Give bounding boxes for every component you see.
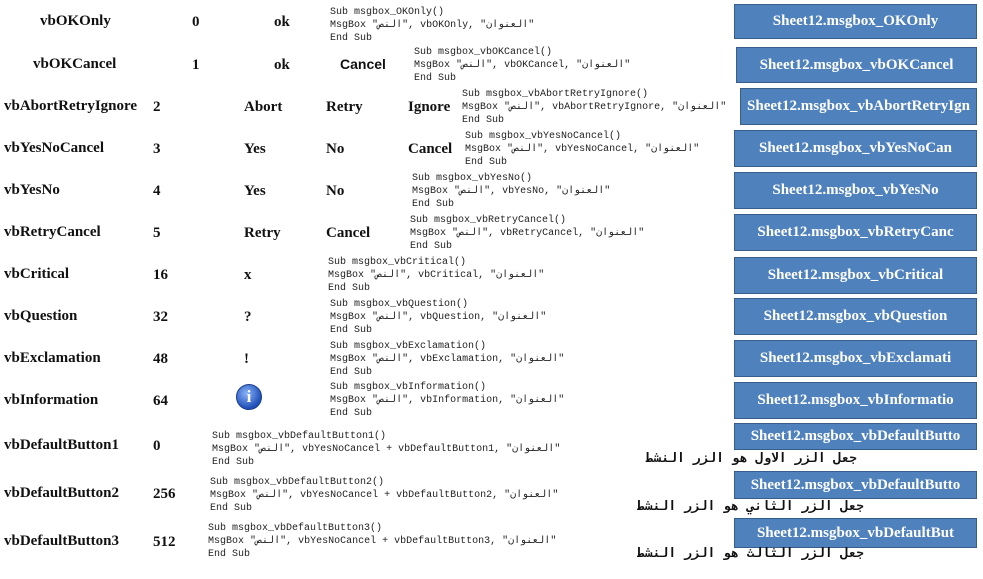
code-line: End Sub (412, 199, 455, 210)
macro-button-question[interactable]: Sheet12.msgbox_vbQuestion (734, 298, 977, 335)
button-caption-2: No (326, 141, 345, 157)
code-line: MsgBox "النص", vbYesNoCancel + vbDefaultButton3, "العنوان" (208, 536, 557, 547)
code-line: MsgBox "النص", vbAbortRetryIgnore, "العنوان" (462, 102, 727, 113)
const-label: vbDefaultButton2 (4, 485, 120, 501)
code-line: Sub msgbox_vbOKCancel() (414, 47, 553, 58)
const-value: 2 (153, 99, 161, 115)
note-text: جعل الزر الثالث هو الزر النشط (637, 546, 864, 561)
button-caption-3: Ignore (408, 99, 451, 115)
const-label: vbOKCancel (33, 56, 117, 72)
macro-button-yesno[interactable]: Sheet12.msgbox_vbYesNo (734, 172, 977, 209)
vba-code (330, 340, 564, 379)
vba-code (208, 522, 556, 561)
code-line: Sub msgbox_vbDefaultButton2() (210, 477, 385, 488)
code-line: MsgBox "النص", vbYesNo, "العنوان" (412, 186, 611, 197)
button-caption-2: Cancel (340, 56, 386, 72)
code-line: MsgBox "النص", vbExclamation, "العنوان" (330, 354, 565, 365)
macro-button-defaultbutton2[interactable]: Sheet12.msgbox_vbDefaultButto (734, 471, 977, 499)
button-caption-2: No (326, 183, 345, 199)
button-caption-3: Cancel (408, 141, 453, 157)
const-value: 3 (153, 141, 161, 157)
macro-button-defaultbutton1[interactable]: Sheet12.msgbox_vbDefaultButto (734, 423, 977, 450)
macro-button-information[interactable]: Sheet12.msgbox_vbInformatio (734, 382, 977, 419)
macro-button-abortretryignore[interactable]: Sheet12.msgbox_vbAbortRetryIgn (740, 88, 977, 125)
const-label: vbAbortRetryIgnore (4, 98, 138, 114)
const-value: 256 (153, 486, 176, 502)
code-line: End Sub (330, 367, 373, 378)
code-line: Sub msgbox_vbCritical() (328, 257, 467, 268)
vba-code (210, 476, 558, 515)
const-label: vbDefaultButton3 (4, 533, 120, 549)
const-value: 48 (153, 351, 168, 367)
button-caption-1: Yes (244, 141, 266, 157)
code-line: MsgBox "النص", vbCritical, "العنوان" (328, 270, 545, 281)
code-line: Sub msgbox_vbInformation() (330, 382, 487, 393)
const-label: vbCritical (4, 266, 69, 282)
const-label: vbOKOnly (40, 13, 111, 29)
macro-button-okonly[interactable]: Sheet12.msgbox_OKOnly (734, 4, 977, 39)
const-value: 16 (153, 267, 168, 283)
button-caption-1: ok (274, 57, 290, 73)
const-label: vbYesNo (4, 182, 60, 198)
code-line: MsgBox "النص", vbYesNoCancel + vbDefaultButton2, "العنوان" (210, 490, 559, 501)
code-line: Sub msgbox_vbExclamation() (330, 341, 487, 352)
vba-code (330, 298, 546, 337)
code-line: End Sub (410, 241, 453, 252)
vba-code (412, 172, 610, 211)
macro-button-critical[interactable]: Sheet12.msgbox_vbCritical (734, 257, 977, 294)
code-line: End Sub (212, 457, 255, 468)
code-line: End Sub (208, 549, 251, 560)
code-line: MsgBox "النص", vbYesNoCancel, "العنوان" (465, 144, 700, 155)
information-icon: i (236, 384, 262, 410)
code-line: Sub msgbox_vbYesNo() (412, 173, 533, 184)
vba-code (414, 46, 630, 85)
vba-code (410, 214, 644, 253)
code-line: MsgBox "النص", vbQuestion, "العنوان" (330, 312, 547, 323)
code-line: Sub msgbox_vbAbortRetryIgnore() (462, 89, 649, 100)
note-text: جعل الزر الثاني هو الزر النشط (637, 499, 864, 514)
const-label: vbQuestion (4, 308, 78, 324)
vba-code (330, 6, 534, 45)
code-line: MsgBox "النص", vbYesNoCancel + vbDefaultButton1, "العنوان" (212, 444, 561, 455)
code-line: End Sub (330, 408, 373, 419)
code-line: Sub msgbox_vbYesNoCancel() (465, 131, 622, 142)
vba-code (465, 130, 699, 169)
const-value: 64 (153, 393, 168, 409)
button-caption-2: Cancel (326, 225, 371, 241)
code-line: MsgBox "النص", vbInformation, "العنوان" (330, 395, 565, 406)
button-caption-1: Abort (244, 99, 283, 115)
button-caption-1: Retry (244, 225, 281, 241)
macro-button-defaultbutton3[interactable]: Sheet12.msgbox_vbDefaultBut (734, 518, 977, 548)
vba-code (462, 88, 726, 127)
macro-button-yesnocancel[interactable]: Sheet12.msgbox_vbYesNoCan (734, 130, 977, 167)
code-line: End Sub (414, 73, 457, 84)
button-caption-1: ? (244, 309, 252, 325)
code-line: End Sub (210, 503, 253, 514)
const-value: 0 (192, 14, 200, 30)
vba-code (212, 430, 560, 469)
vba-code (328, 256, 544, 295)
macro-button-retrycancel[interactable]: Sheet12.msgbox_vbRetryCanc (734, 214, 977, 251)
code-line: Sub msgbox_vbDefaultButton3() (208, 523, 383, 534)
macro-button-okcancel[interactable]: Sheet12.msgbox_vbOKCancel (736, 47, 977, 83)
code-line: End Sub (328, 283, 371, 294)
const-label: vbYesNoCancel (4, 140, 104, 156)
code-line: End Sub (462, 115, 505, 126)
code-line: MsgBox "النص", vbRetryCancel, "العنوان" (410, 228, 645, 239)
button-caption-1: ok (274, 14, 290, 30)
code-line: MsgBox "النص", vbOKCancel, "العنوان" (414, 60, 631, 71)
const-value: 0 (153, 438, 161, 454)
code-line: End Sub (330, 325, 373, 336)
code-line: Sub msgbox_vbDefaultButton1() (212, 431, 387, 442)
code-line: End Sub (330, 33, 373, 44)
code-line: End Sub (465, 157, 508, 168)
const-value: 512 (153, 534, 176, 550)
button-caption-2: Retry (326, 99, 363, 115)
note-text: جعل الزر الاول هو الزر النشط (645, 451, 857, 466)
const-value: 1 (192, 57, 200, 73)
macro-button-exclamation[interactable]: Sheet12.msgbox_vbExclamati (734, 340, 977, 377)
button-caption-1: ! (244, 351, 249, 367)
code-line: MsgBox "النص", vbOKOnly, "العنوان" (330, 20, 535, 31)
button-caption-1: x (244, 267, 252, 283)
const-label: vbDefaultButton1 (4, 437, 120, 453)
vba-code (330, 381, 564, 420)
const-value: 32 (153, 309, 168, 325)
code-line: Sub msgbox_vbQuestion() (330, 299, 469, 310)
const-label: vbRetryCancel (4, 224, 101, 240)
button-caption-1: Yes (244, 183, 266, 199)
const-label: vbInformation (4, 392, 99, 408)
code-line: Sub msgbox_vbRetryCancel() (410, 215, 567, 226)
const-value: 5 (153, 225, 161, 241)
code-line: Sub msgbox_OKOnly() (330, 7, 445, 18)
const-value: 4 (153, 183, 161, 199)
const-label: vbExclamation (4, 350, 101, 366)
